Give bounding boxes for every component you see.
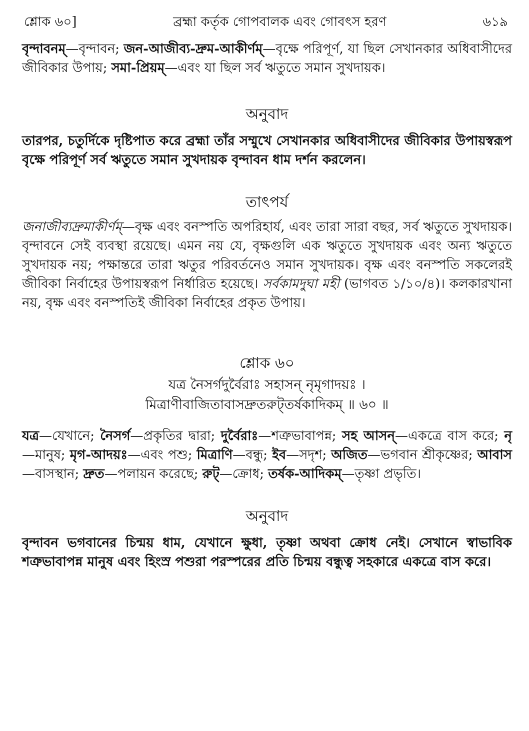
verse-heading: শ্লোক ৬০: [239, 354, 295, 372]
translation-paragraph-2: বৃন্দাবন ভগবানের চিন্ময় ধাম, যেখানে ক্ষুধা, তৃষ্ণা অথবা ক্রোধ নেই। সেখানে স্বাভাবিক শত্রুভাবাপন্ন মানুষ এবং হিংস্র পশুরা পরস্পরের প্রতি চিন্ময় বন্ধুত্ব সহকারে একত্রে বাস করে।: [22, 536, 512, 570]
synonym-term: ইব: [272, 448, 287, 463]
synonym-meaning: —ক্রোধ;: [219, 467, 269, 482]
synonym-term: দ্রুত: [83, 467, 105, 482]
synonym-meaning: —পলায়ন করেছে;: [104, 467, 203, 482]
synonym-term: রুট্: [202, 467, 220, 482]
synonym-meaning: —ভগবান শ্রীকৃষ্ণের;: [367, 448, 478, 463]
synonym-term: সমা-প্রিয়ম্: [111, 61, 165, 76]
synonym-term: বৃন্দাবনম্: [22, 42, 66, 57]
book-page: [22, 14, 512, 572]
synonym-term: তর্ষক-আদিকম্: [268, 467, 342, 482]
synonym-meaning: —যেখানে;: [39, 429, 101, 444]
translation-heading-2: অনুবাদ: [245, 507, 289, 525]
synonym-term: নৃ: [504, 429, 512, 444]
synonym-meaning: —সদৃশ;: [286, 448, 332, 463]
synonym-term: মিত্রাণি: [196, 448, 233, 463]
synonym-meaning: —বাসস্থান;: [22, 467, 84, 482]
verse-line-1: যত্র নৈসর্গদুর্বৈরাঃ সহাসন্ নৃমৃগাদয়ঃ ।: [168, 377, 366, 393]
synonym-term: যত্র: [22, 429, 40, 444]
synonym-meaning: —মানুষ;: [22, 448, 70, 463]
translation-heading: অনুবাদ: [245, 105, 289, 123]
header-chapter-title: ব্রহ্মা কর্তৃক গোপবালক এবং গোবৎস হরণ: [173, 15, 387, 30]
synonym-meaning: —তৃষ্ণা প্রভৃতি।: [341, 467, 422, 482]
synonym-term: আবাস: [477, 448, 513, 463]
synonym-meaning: —বৃক্ষে পরিপূর্ণ, যা ছিল সেখানকার অধিবাসীদের জীবিকার উপায়;: [22, 42, 512, 76]
synonym-meaning: —বন্ধু;: [232, 448, 273, 463]
purport-text: (ভাগবত ১/১০/৪)। কলকারখানা নয়, বৃক্ষ এবং বনস্পতিই জীবিকা নির্বাহের প্রকৃত উপায়।: [22, 277, 512, 311]
synonym-meaning: —প্রকৃতির দ্বারা;: [130, 429, 221, 444]
synonym-meaning: —এবং পশু;: [127, 448, 197, 463]
purport-text: —বৃক্ষ এবং বনস্পতি অপরিহার্য, এবং তারা সারা বছর, সর্ব ঋতুতে সুখদায়ক। বৃন্দাবনে সেই ব্যবস্থা রয়েছে। এমন নয় যে, বৃক্ষগুলি এক ঋতুতে সুখদায়ক এবং অন্য ঋতুতে সুখদায়ক নয়; পক্ষান্তরে তারা ঋতুর পরিবর্তনেও সমান সুখদায়ক। বৃক্ষ এবং বনস্পতি সকলেরই জীবিকা নির্বাহের উপায়স্বরূপ নির্ধারিত হয়েছে।: [22, 220, 512, 292]
synonym-term: জন-আজীব্য-দ্রুম-আকীর্ণম্: [123, 42, 263, 57]
translation-paragraph: তারপর, চতুর্দিকে দৃষ্টিপাত করে ব্রহ্মা তাঁর সম্মুখে সেখানকার অধিবাসীদের জীবিকার উপায়স্বরূপ বৃক্ষে পরিপূর্ণ সর্ব ঋতুতে সমান সুখদায়ক বৃন্দাবন ধাম দর্শন করলেন।: [22, 134, 512, 168]
header-verse-ref: শ্লোক ৬০]: [24, 15, 77, 30]
verse-line-2: মিত্রাণীবাজিতাবাসদ্রুতরুট্তর্ষকাদিকম্ ॥ ৬০ ॥: [145, 397, 389, 413]
header-page-number: ৬১৯: [482, 15, 508, 30]
synonyms-paragraph-verse-60: [22, 427, 512, 484]
synonym-meaning: —শত্রুভাবাপন্ন;: [258, 429, 342, 444]
synonyms-paragraph-top: [22, 40, 512, 78]
synonym-meaning: —একত্রে বাস করে;: [394, 429, 505, 444]
running-header: [22, 14, 512, 32]
purport-paragraph: [22, 218, 512, 313]
synonym-meaning: —এবং যা ছিল সর্ব ঋতুতে সমান সুখদায়ক।: [164, 61, 386, 76]
synonym-term: অজিত: [331, 448, 368, 463]
purport-heading: তাৎপর্য: [245, 193, 289, 211]
purport-quote: জনাজীব্যদ্রুমাকীর্ণম্: [22, 220, 122, 235]
synonym-term: সহ আসন্: [341, 429, 395, 444]
synonym-term: দুর্বৈরাঃ: [220, 429, 259, 444]
synonym-meaning: —বৃন্দাবন;: [65, 42, 124, 57]
synonym-term: মৃগ-আদয়ঃ: [69, 448, 128, 463]
purport-quote: সর্বকামদুঘা মহী: [262, 277, 340, 292]
synonym-term: নৈসর্গ: [100, 429, 131, 444]
